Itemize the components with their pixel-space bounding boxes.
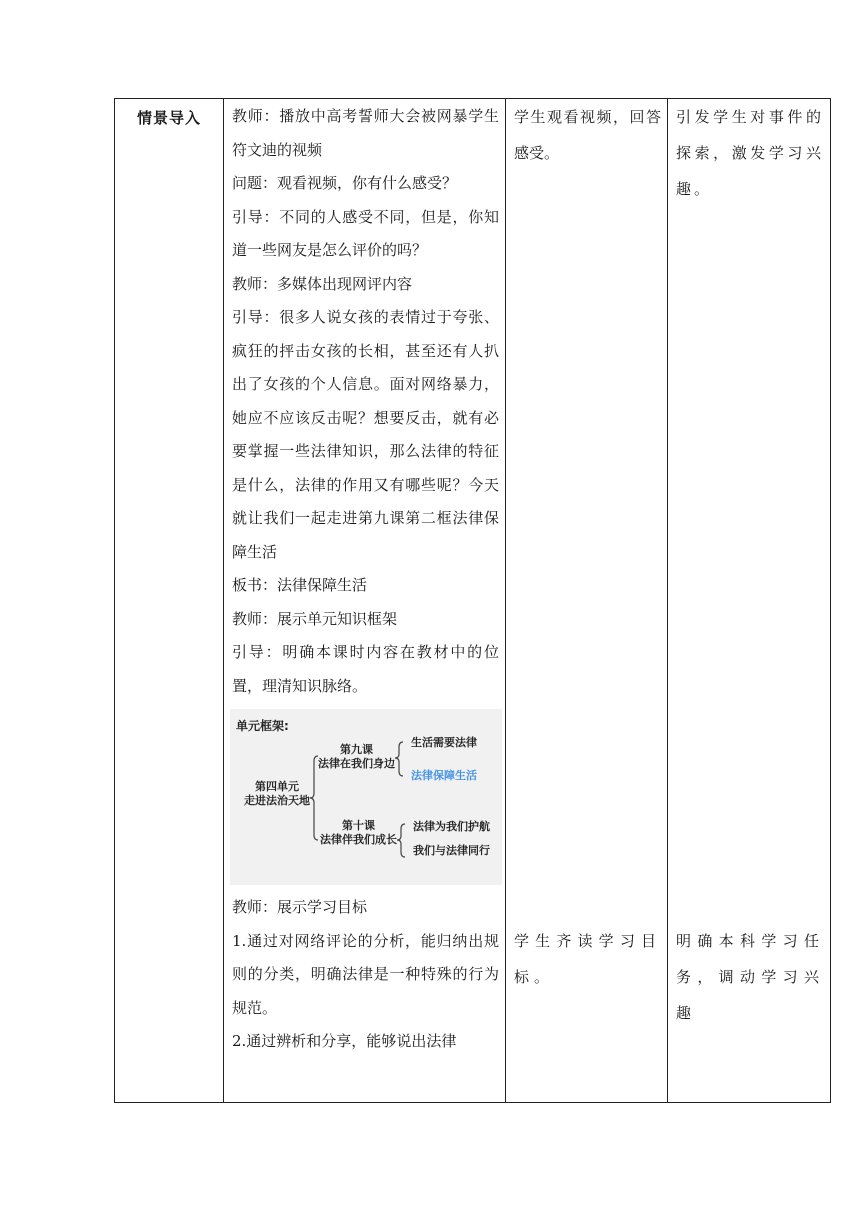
lesson10-topic-1: 法律为我们护航 — [413, 820, 490, 833]
teacher-paragraph: 引导：不同的人感受不同，但是，你知道一些网友是怎么评价的吗？ — [232, 207, 499, 259]
teacher-paragraph: 教师：多媒体出现网评内容 — [232, 274, 413, 293]
unit-framework-diagram — [230, 709, 502, 885]
lesson9-label: 第九课 法律在我们身边 — [318, 743, 395, 770]
teacher-paragraph: 教师：播放中高考誓师大会被网暴学生符文迪的视频 — [232, 107, 499, 159]
teacher-paragraph: 板书：法律保障生活 — [232, 576, 368, 594]
lesson10-label: 第十课 法律伴我们成长 — [320, 819, 397, 846]
teacher-paragraph: 2.通过辨析和分享，能够说出法律 — [232, 1032, 457, 1050]
lesson9-topic-1: 生活需要法律 — [411, 736, 477, 749]
design-intent-text-2: 明确本科学习任务，调动学习兴趣 — [676, 932, 824, 1022]
teacher-paragraph: 教师：展示单元知识框架 — [232, 609, 398, 628]
stage-label: 情景导入 — [136, 109, 201, 127]
teacher-paragraph: 引导：明确本课时内容在教材中的位置，理清知识脉络。 — [232, 643, 499, 695]
unit-label: 第四单元 走进法治天地 — [244, 780, 310, 807]
stage-cell — [115, 99, 224, 1103]
lesson9-topic-2-highlighted: 法律保障生活 — [411, 769, 477, 782]
student-activity-text: 学生观看视频，回答感受。 — [514, 108, 661, 162]
design-intent-cell — [668, 99, 831, 1103]
framework-title: 单元框架: — [236, 719, 289, 733]
teacher-paragraph: 问题：观看视频，你有什么感受？ — [232, 174, 458, 192]
teacher-paragraph: 1.通过对网络评论的分析，能归纳出规则的分类，明确法律是一种特殊的行为规范。 — [232, 931, 499, 1017]
teacher-activity-cell — [224, 99, 506, 1103]
design-intent-text: 引发学生对事件的探索，激发学习兴趣。 — [676, 108, 824, 198]
student-activity-cell — [506, 99, 668, 1103]
lesson-plan-table — [114, 98, 831, 1103]
teacher-paragraph: 教师：展示学习目标 — [232, 898, 368, 916]
table-row — [115, 99, 831, 1103]
teacher-paragraph: 引导：很多人说女孩的表情过于夸张、疯狂的抨击女孩的长相，甚至还有人扒出了女孩的个人信息。面对网络暴力，她应不应该反击呢？想要反击，就有必要掌握一些法律知识，那么法律的特征是什么，法律的作用又有哪些呢？今天就让我们一起走进第九课第二框法律保障生活 — [232, 308, 499, 561]
lesson10-topic-2: 我们与法律同行 — [413, 844, 490, 857]
student-activity-text-2: 学生齐读学习目标。 — [514, 932, 661, 986]
